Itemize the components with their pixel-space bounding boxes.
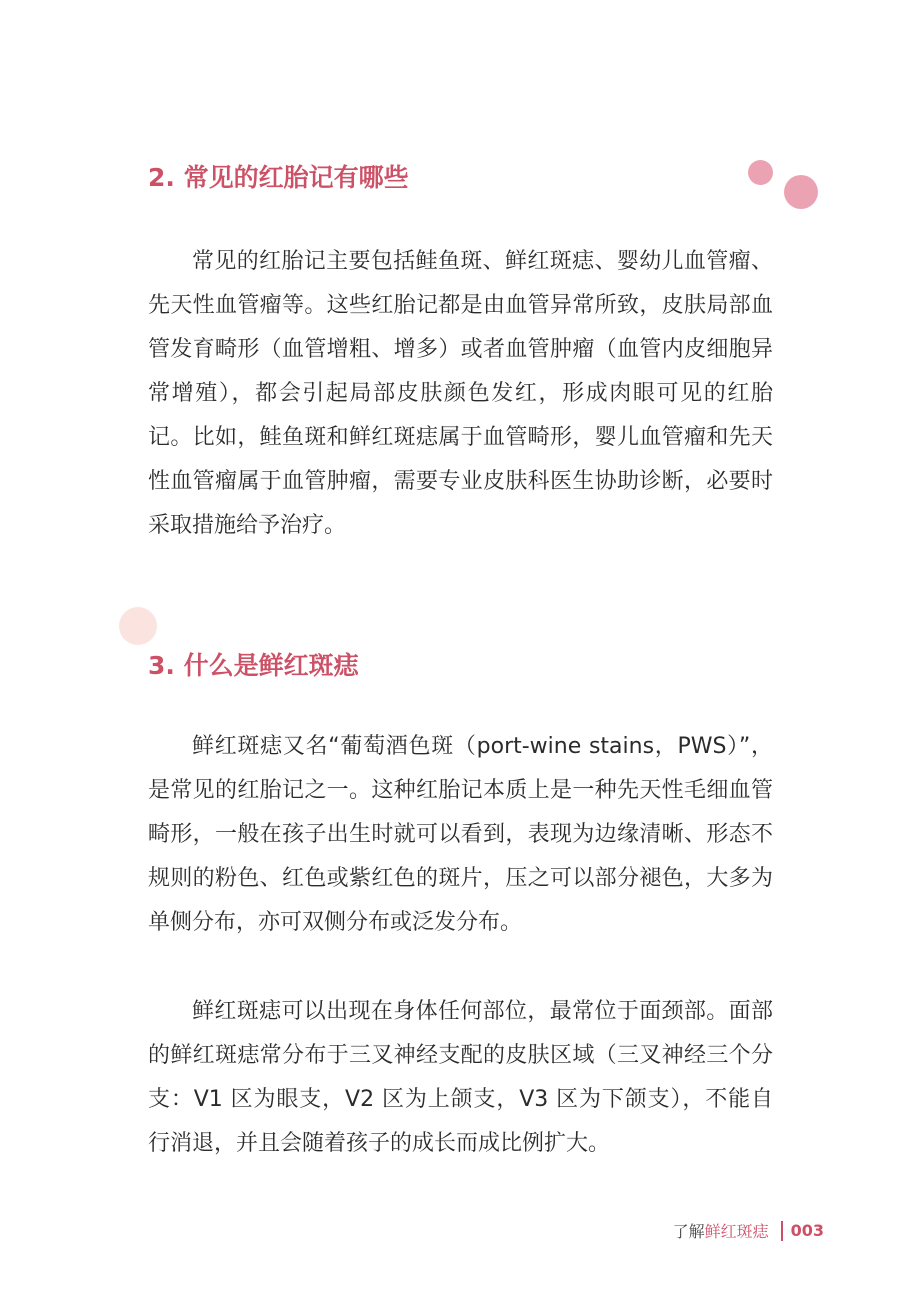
footer-book-title: 鲜红斑痣	[704, 1222, 769, 1241]
section-3-paragraph-2: 鲜红斑痣可以出现在身体任何部位，最常位于面颈部。面部的鲜红斑痣常分布于三叉神经支配的皮肤区域（三叉神经三个分支：V1 区为眼支，V2 区为上颌支，V3 区为下颌支），不能自行消退，并且会随着孩子的成长而成比例扩大。	[148, 999, 773, 1156]
decorative-dot-large	[784, 175, 818, 209]
page-footer	[673, 1219, 824, 1242]
page-number: 003	[790, 1221, 824, 1240]
decorative-dot-small	[748, 160, 773, 185]
section-2-heading: 2. 常见的红胎记有哪些	[148, 163, 409, 192]
footer-prefix: 了解	[672, 1222, 705, 1241]
section-3-paragraph-1: 鲜红斑痣又名“葡萄酒色斑（port-wine stains，PWS）”，是常见的红胎记之一。这种红胎记本质上是一种先天性毛细血管畸形，一般在孩子出生时就可以看到，表现为边缘清晰、形态不规则的粉色、红色或紫红色的斑片，压之可以部分褪色，大多为单侧分布，亦可双侧分布或泛发分布。	[148, 734, 773, 935]
footer-divider	[781, 1221, 783, 1241]
section-2-paragraph: 常见的红胎记主要包括鲑鱼斑、鲜红斑痣、婴幼儿血管瘤、先天性血管瘤等。这些红胎记都是由血管异常所致，皮肤局部血管发育畸形（血管增粗、增多）或者血管肿瘤（血管内皮细胞异常增殖），都会引起局部皮肤颜色发红，形成肉眼可见的红胎记。比如，鲑鱼斑和鲜红斑痣属于血管畸形，婴儿血管瘤和先天性血管瘤属于血管肿瘤，需要专业皮肤科医生协助诊断，必要时采取措施给予治疗。	[148, 249, 773, 538]
section-3-heading: 3. 什么是鲜红斑痣	[148, 651, 359, 680]
decorative-dot-light	[119, 607, 157, 645]
